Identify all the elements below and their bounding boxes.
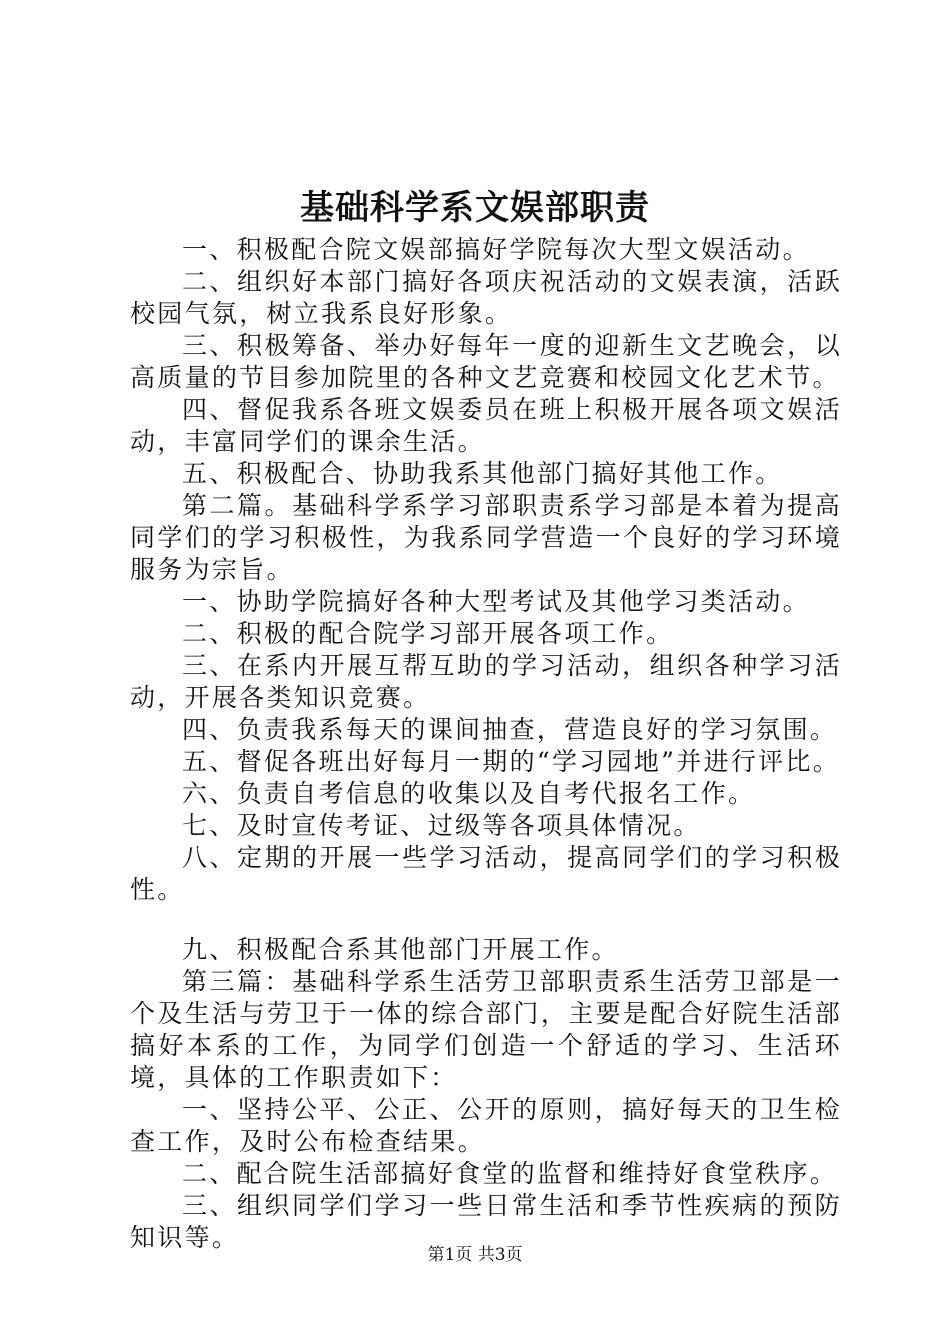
paragraph: 二、积极的配合院学习部开展各项工作。 [182,619,674,648]
paragraph: 六、负责自考信息的收集以及自考代报名工作。 [182,779,756,808]
paragraph: 三、组织同学们学习一些日常生活和季节性疾病的预防知识等。 [130,1191,842,1252]
paragraph: 九、积极配合系其他部门开展工作。 [182,935,619,964]
paragraph: 八、定期的开展一些学习活动，提高同学们的学习积极性。 [130,843,842,904]
paragraph: 一、坚持公平、公正、公开的原则，搞好每天的卫生检查工作，及时公布检查结果。 [130,1095,842,1156]
section-intro-paragraph: 第二篇。基础科学系学习部职责系学习部是本着为提高同学们的学习积极性，为我系同学营造一个良好的学习环境服务为宗旨。 [130,491,842,584]
document-title: 基础科学系文娱部职责 [300,188,650,228]
paragraph: 七、及时宣传考证、过级等各项具体情况。 [182,811,701,840]
paragraph: 五、督促各班出好每月一期的“学习园地”并进行评比。 [182,747,841,776]
paragraph: 五、积极配合、协助我系其他部门搞好其他工作。 [182,459,783,488]
paragraph: 三、积极筹备、举办好每年一度的迎新生文艺晚会，以高质量的节目参加院里的各种文艺竞赛和校园文化艺术节。 [130,331,842,392]
page-footer: 第1页 共3页 [427,1245,523,1265]
section-intro-paragraph: 第三篇：基础科学系生活劳卫部职责系生活劳卫部是一个及生活与劳卫于一体的综合部门，主要是配合好院生活部搞好本系的工作，为同学们创造一个舒适的学习、生活环境，具体的工作职责如下： [130,967,842,1092]
paragraph: 四、负责我系每天的课间抽查，营造良好的学习氛围。 [182,715,838,744]
paragraph: 二、组织好本部门搞好各项庆祝活动的文娱表演，活跃校园气氛，树立我系良好形象。 [130,267,842,328]
paragraph: 一、积极配合院文娱部搞好学院每次大型文娱活动。 [182,235,810,264]
paragraph: 二、配合院生活部搞好食堂的监督和维持好食堂秩序。 [182,1159,838,1188]
paragraph: 一、协助学院搞好各种大型考试及其他学习类活动。 [182,587,810,616]
paragraph: 三、在系内开展互帮互助的学习活动，组织各种学习活动，开展各类知识竞赛。 [130,651,842,712]
paragraph: 四、督促我系各班文娱委员在班上积极开展各项文娱活动，丰富同学们的课余生活。 [130,395,842,456]
document-body [130,234,842,1254]
